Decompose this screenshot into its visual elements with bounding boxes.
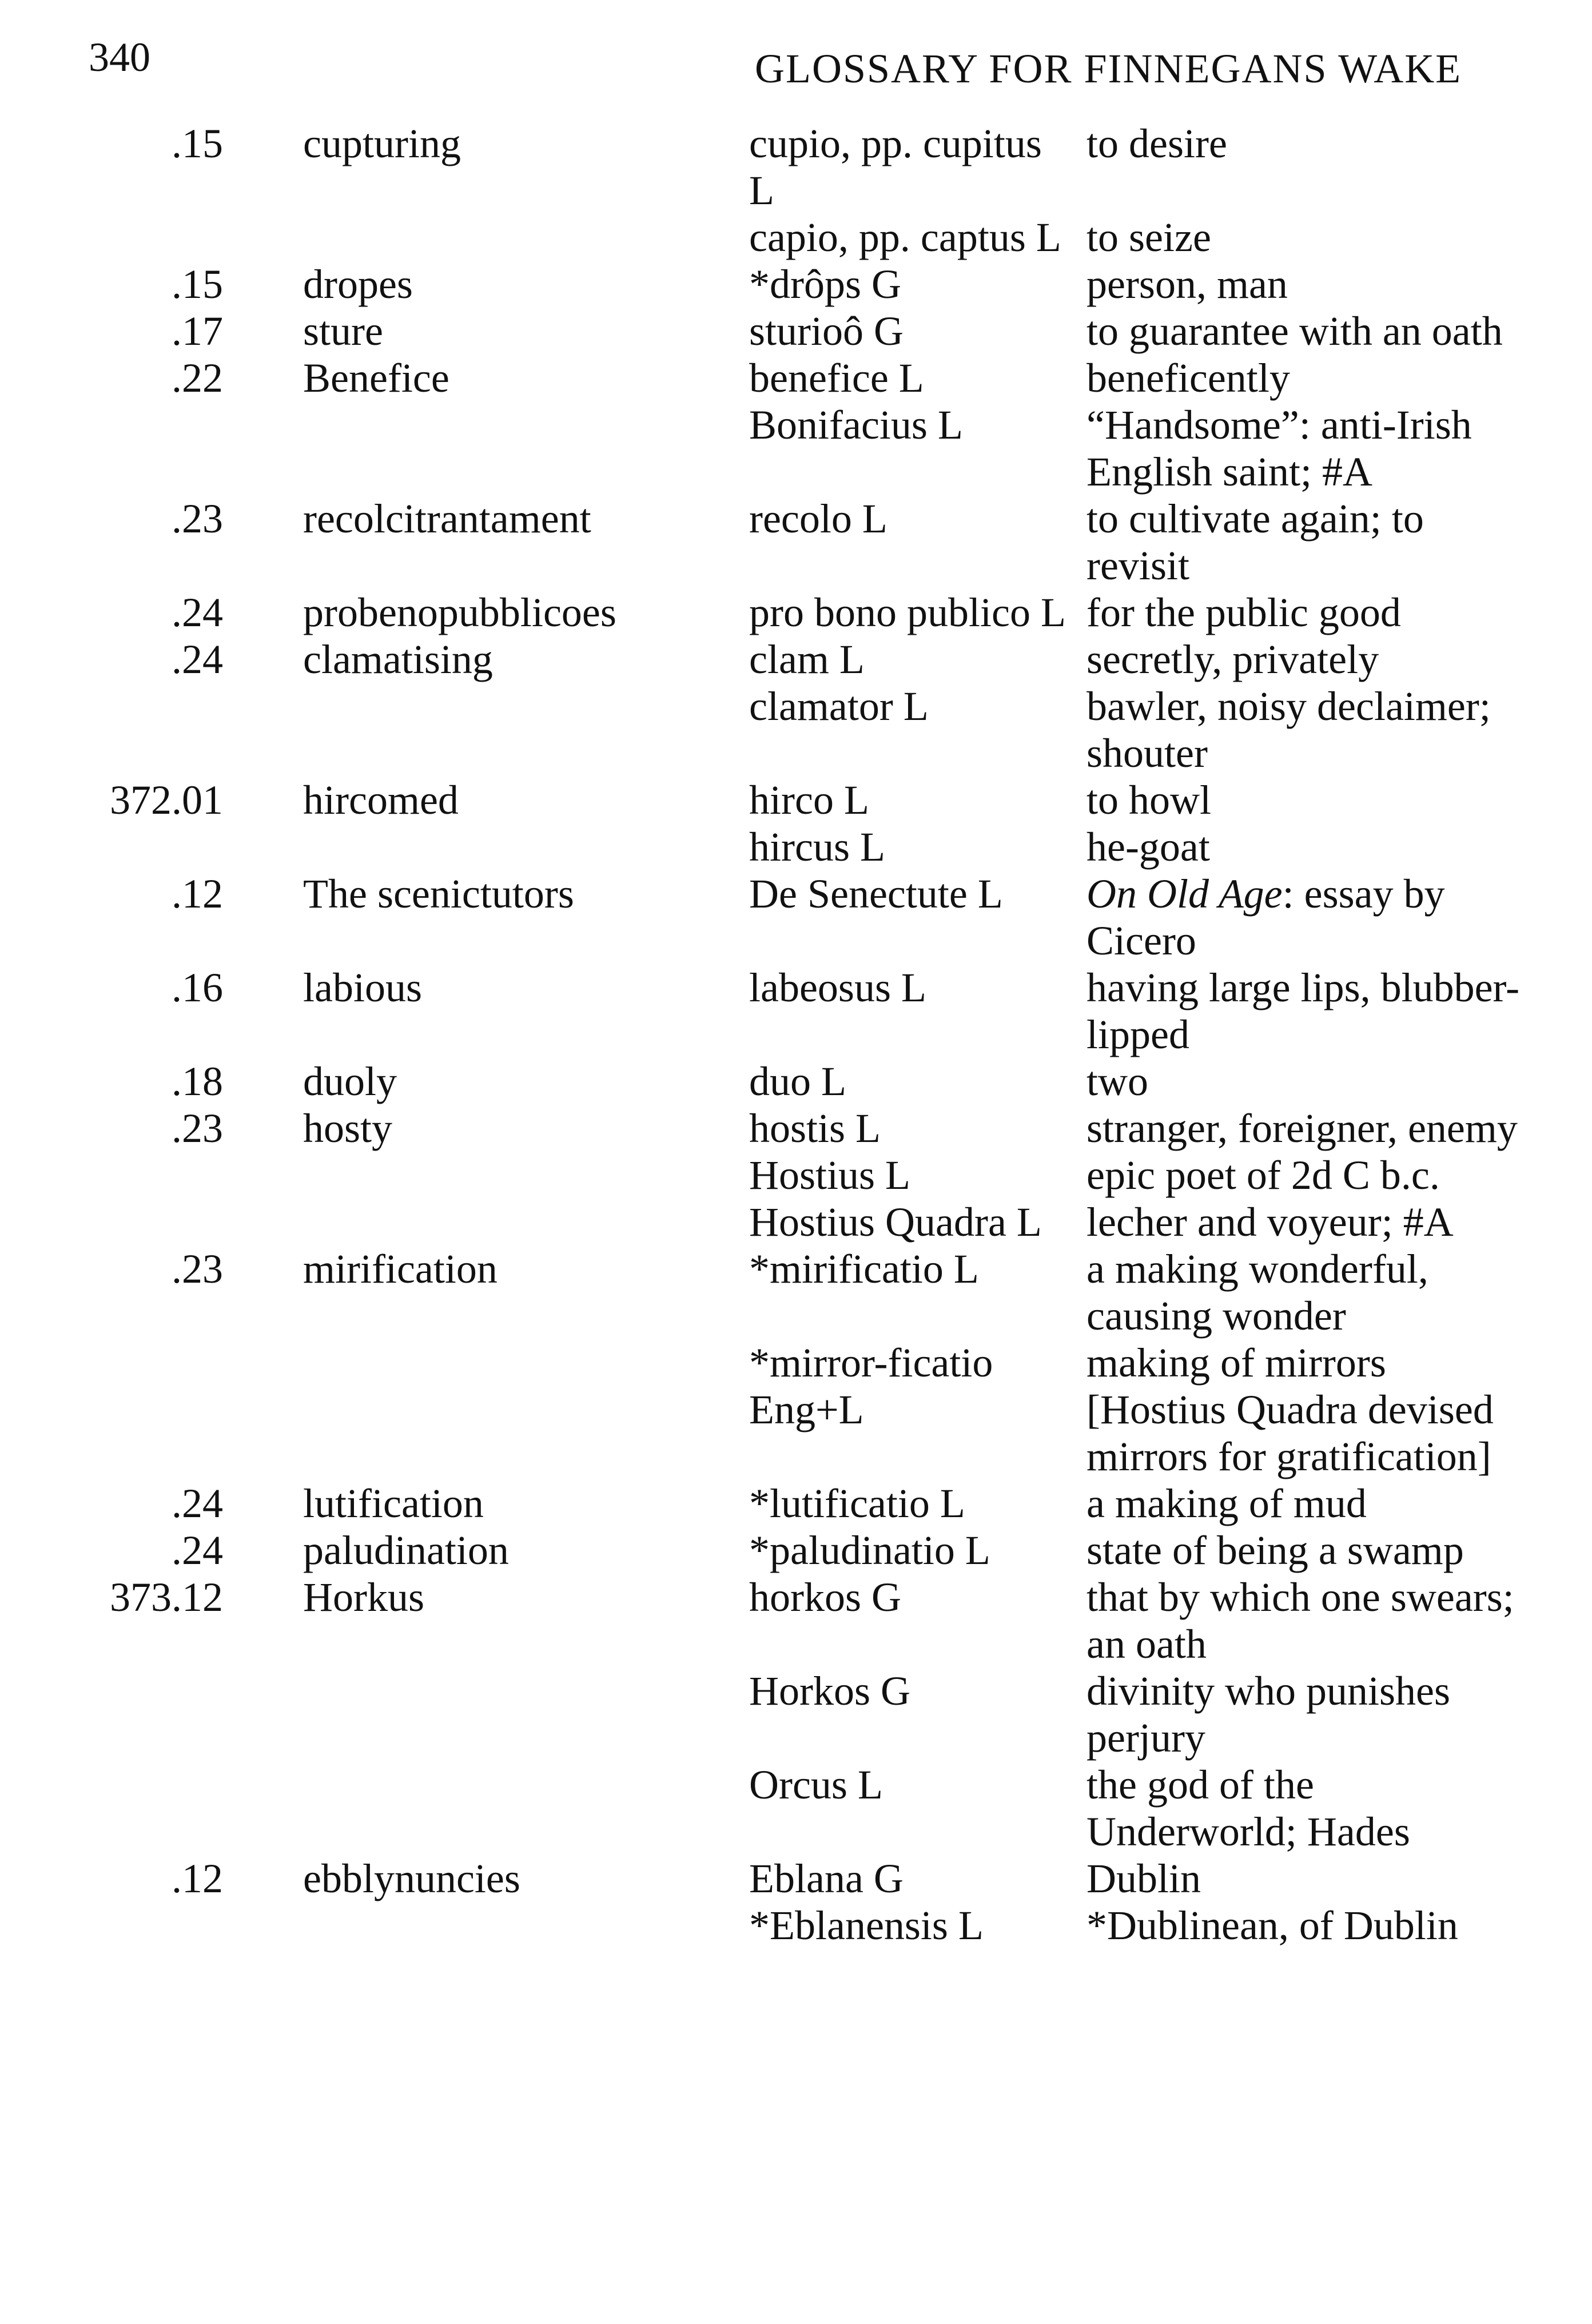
glossary-entry (0, 1480, 1592, 1527)
definition-row (749, 964, 1533, 1058)
definition-row (749, 777, 1533, 823)
definition-source: horkos G (749, 1574, 901, 1620)
entry-word: Horkus (303, 1574, 424, 1620)
entry-word: hircomed (303, 777, 459, 823)
definition-gloss: stranger, foreigner, enemy (1086, 1105, 1518, 1151)
glossary-entry (0, 261, 1592, 308)
definition-source: clamator L (749, 683, 929, 729)
entry-reference: .23 (172, 496, 223, 542)
definition-gloss: the god of the Underworld; Hades (1086, 1762, 1410, 1855)
entry-reference: .23 (172, 1246, 223, 1292)
entry-definitions (749, 355, 1533, 495)
definition-gloss: a making of mud (1086, 1481, 1367, 1526)
definition-source: clam L (749, 636, 865, 682)
definition-row (749, 261, 1533, 308)
glossary-entry (0, 1105, 1592, 1245)
entry-reference: .24 (172, 1527, 223, 1573)
definition-source: De Senectute L (749, 871, 1003, 917)
entry-reference: .12 (172, 871, 223, 917)
entry-word: sture (303, 308, 383, 354)
definition-row (749, 214, 1533, 261)
definition-source: *mirificatio L (749, 1246, 979, 1292)
entry-definitions (749, 1058, 1533, 1105)
definition-source: hirco L (749, 777, 869, 823)
entry-definitions (749, 1527, 1533, 1574)
entry-definitions (749, 1574, 1533, 1855)
definition-gloss: making of mirrors [Hostius Quadra devised mirrors for gratification] (1086, 1340, 1494, 1479)
entry-definitions (749, 964, 1533, 1058)
glossary-entry (0, 355, 1592, 495)
entry-definitions (749, 1480, 1533, 1527)
page-number: 340 (89, 34, 150, 80)
entry-word: dropes (303, 261, 413, 307)
definition-gloss: for the public good (1086, 590, 1401, 635)
definition-row (749, 1855, 1533, 1902)
glossary-entry (0, 1574, 1592, 1855)
entry-definitions (749, 261, 1533, 308)
entry-reference: .23 (172, 1105, 223, 1151)
definition-gloss: epic poet of 2d C b.c. (1086, 1152, 1440, 1198)
definition-gloss: beneficently (1086, 355, 1290, 401)
entry-reference: .22 (172, 355, 223, 401)
definition-source: sturioô G (749, 308, 904, 354)
entry-word: probenopubblicoes (303, 590, 616, 635)
definition-source: hircus L (749, 824, 885, 870)
running-head: GLOSSARY FOR FINNEGANS WAKE (755, 46, 1462, 91)
definition-gloss: to howl (1086, 777, 1212, 823)
definition-source: *drôps G (749, 261, 901, 307)
entry-reference: .16 (172, 965, 223, 1010)
glossary-entry (0, 636, 1592, 777)
definition-source: hostis L (749, 1105, 881, 1151)
definition-source: recolo L (749, 496, 887, 542)
definition-source: Bonifacius L (749, 402, 963, 448)
definition-gloss: two (1086, 1058, 1148, 1104)
definition-source: duo L (749, 1058, 846, 1104)
definition-row (749, 1527, 1533, 1574)
definition-source: *mirror-ficatio Eng+L (749, 1340, 993, 1432)
definition-source: Horkos G (749, 1668, 910, 1714)
entry-reference: .24 (172, 590, 223, 635)
glossary-entry (0, 1527, 1592, 1574)
entry-reference: .18 (172, 1058, 223, 1104)
entry-word: duoly (303, 1058, 397, 1104)
definition-gloss: having large lips, blubber-lipped (1086, 965, 1520, 1057)
entry-reference: .24 (172, 1481, 223, 1526)
definition-gloss: Dublin (1086, 1856, 1201, 1901)
definition-source: Hostius Quadra L (749, 1199, 1042, 1245)
definition-gloss: to desire (1086, 121, 1227, 166)
definition-gloss: bawler, noisy declaimer; shouter (1086, 683, 1491, 776)
glossary-entry (0, 870, 1592, 964)
glossary-entry (0, 777, 1592, 870)
definition-source: benefice L (749, 355, 924, 401)
definition-gloss: to guarantee with an oath (1086, 308, 1503, 354)
entry-definitions (749, 120, 1533, 261)
definition-row (749, 308, 1533, 355)
entry-word: cupturing (303, 121, 461, 166)
definition-gloss (1086, 870, 1533, 964)
glossary-entry (0, 308, 1592, 355)
definition-row (749, 870, 1533, 964)
entry-definitions (749, 636, 1533, 777)
definition-gloss: “Handsome”: anti-Irish English saint; #A (1086, 402, 1472, 495)
definition-row (749, 1245, 1533, 1339)
definition-row (749, 1480, 1533, 1527)
entry-word: The scenictutors (303, 871, 574, 917)
definition-source: pro bono publico L (749, 590, 1066, 635)
definition-row (749, 1152, 1533, 1199)
glossary-entry (0, 120, 1592, 261)
definition-row (749, 589, 1533, 636)
entry-reference: .24 (172, 636, 223, 682)
definition-row (749, 401, 1533, 495)
definition-gloss: state of being a swamp (1086, 1527, 1464, 1573)
entry-definitions (749, 495, 1533, 589)
entry-reference: .15 (172, 121, 223, 166)
definition-source: *Eblanensis L (749, 1903, 984, 1948)
definition-gloss: *Dublinean, of Dublin (1086, 1903, 1458, 1948)
definition-gloss: that by which one swears; an oath (1086, 1574, 1514, 1667)
entry-reference: 372.01 (110, 777, 223, 823)
definition-row (749, 683, 1533, 777)
entry-word: hosty (303, 1105, 393, 1151)
entry-word: paludination (303, 1527, 509, 1573)
entry-word: Benefice (303, 355, 449, 401)
definition-gloss: to seize (1086, 214, 1211, 260)
definition-gloss: he-goat (1086, 824, 1210, 870)
entry-word: labious (303, 965, 422, 1010)
definition-gloss: secretly, privately (1086, 636, 1379, 682)
definition-source: Orcus L (749, 1762, 883, 1808)
definition-row (749, 1761, 1533, 1855)
definition-source: capio, pp. captus L (749, 214, 1061, 260)
definition-source: *paludinatio L (749, 1527, 990, 1573)
definition-row (749, 1668, 1533, 1761)
definition-row (749, 120, 1533, 214)
entry-word: recolcitrantament (303, 496, 591, 542)
definition-source: cupio, pp. cupitus L (749, 121, 1042, 213)
definition-row (749, 1574, 1533, 1668)
entry-definitions (749, 308, 1533, 355)
definition-row (749, 1339, 1533, 1480)
definition-row (749, 823, 1533, 870)
glossary-entry (0, 1058, 1592, 1105)
entry-definitions (749, 589, 1533, 636)
definition-row (749, 355, 1533, 401)
entry-reference: .15 (172, 261, 223, 307)
definition-row (749, 1058, 1533, 1105)
entry-word: lutification (303, 1481, 484, 1526)
entry-word: mirification (303, 1246, 498, 1292)
definition-row (749, 1902, 1533, 1949)
definition-gloss: lecher and voyeur; #A (1086, 1199, 1454, 1245)
glossary-entries (0, 120, 1592, 1949)
entry-word: ebblynuncies (303, 1856, 520, 1901)
entry-word: clamatising (303, 636, 493, 682)
entry-reference: 373.12 (110, 1574, 223, 1620)
definition-source: labeosus L (749, 965, 926, 1010)
glossary-entry (0, 495, 1592, 589)
definition-gloss: to cultivate again; to revisit (1086, 496, 1424, 588)
definition-row (749, 1199, 1533, 1245)
entry-reference: .17 (172, 308, 223, 354)
definition-gloss: divinity who punishes perjury (1086, 1668, 1451, 1761)
definition-gloss: a making wonderful, causing wonder (1086, 1246, 1428, 1339)
definition-row (749, 495, 1533, 589)
glossary-entry (0, 589, 1592, 636)
definition-row (749, 1105, 1533, 1152)
definition-row (749, 636, 1533, 683)
glossary-entry (0, 1855, 1592, 1949)
entry-definitions (749, 1245, 1533, 1480)
glossary-entry (0, 1245, 1592, 1480)
definition-gloss: person, man (1086, 261, 1288, 307)
definition-gloss-text: : essay by Cicero (1086, 871, 1445, 964)
definition-source: Hostius L (749, 1152, 911, 1198)
entry-reference: .12 (172, 1856, 223, 1901)
definition-source: *lutificatio L (749, 1481, 965, 1526)
entry-definitions (749, 870, 1533, 964)
glossary-entry (0, 964, 1592, 1058)
entry-definitions (749, 777, 1533, 870)
entry-definitions (749, 1105, 1533, 1245)
entry-definitions (749, 1855, 1533, 1949)
definition-gloss-title: On Old Age (1086, 871, 1283, 917)
definition-source: Eblana G (749, 1856, 904, 1901)
